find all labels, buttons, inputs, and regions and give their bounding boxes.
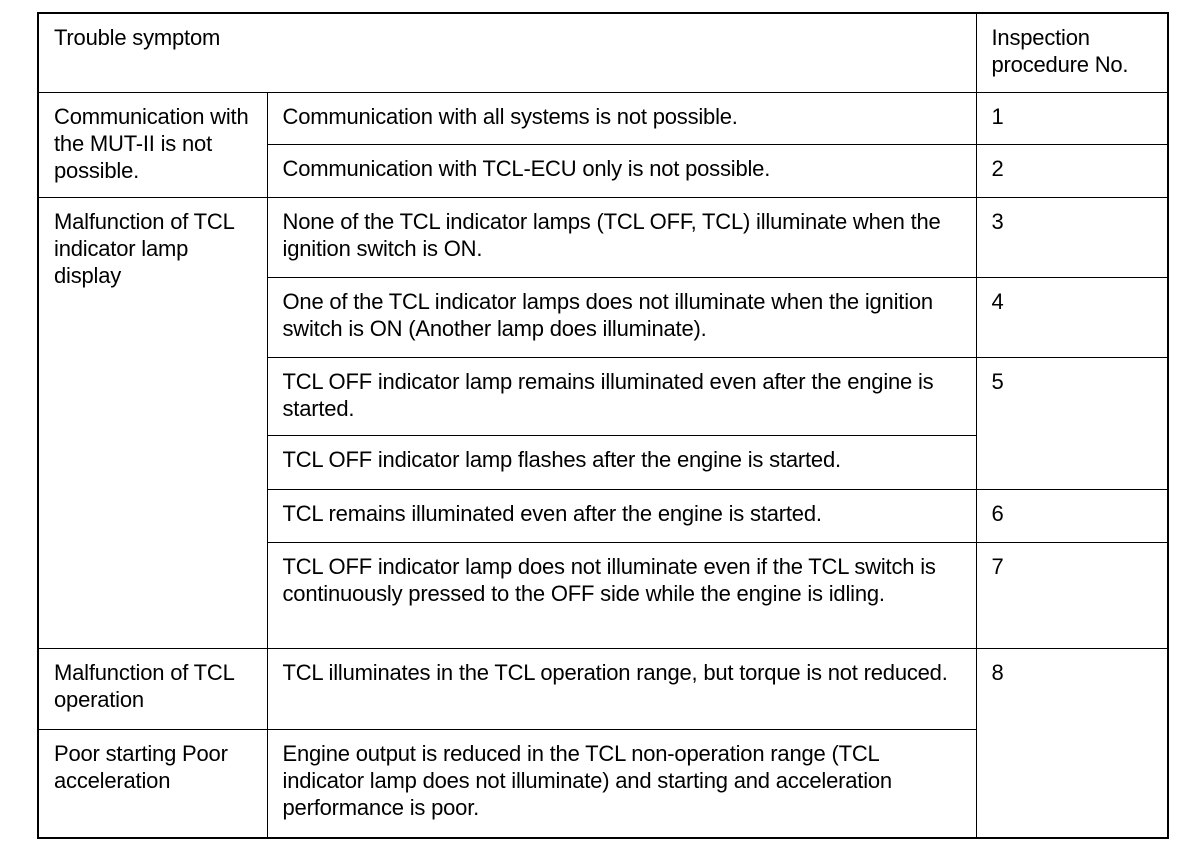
category-cell: Malfunction of TCL operation	[38, 648, 267, 729]
table-row	[38, 648, 1168, 729]
header-inspection-no: Inspection procedure No.	[976, 13, 1168, 92]
category-cell: Malfunction of TCL indicator lamp display	[38, 197, 267, 648]
symptom-cell: TCL remains illuminated even after the engine is started.	[267, 489, 976, 542]
procedure-cell: 1	[976, 92, 1168, 144]
category-cell: Poor starting Poor acceleration	[38, 729, 267, 838]
symptom-cell: Communication with all systems is not possible.	[267, 92, 976, 144]
header-trouble-symptom: Trouble symptom	[38, 13, 976, 92]
procedure-cell: 8	[976, 648, 1168, 838]
procedure-cell: 3	[976, 197, 1168, 277]
table-row	[38, 197, 1168, 277]
category-cell: Communication with the MUT-II is not possible.	[38, 92, 267, 197]
symptom-cell: TCL OFF indicator lamp flashes after the engine is started.	[267, 435, 976, 489]
procedure-cell: 2	[976, 144, 1168, 197]
procedure-cell: 4	[976, 277, 1168, 357]
procedure-cell: 7	[976, 542, 1168, 648]
symptom-cell: Communication with TCL-ECU only is not possible.	[267, 144, 976, 197]
symptom-cell: One of the TCL indicator lamps does not illuminate when the ignition switch is ON (Another lamp does illuminate).	[267, 277, 976, 357]
header-row	[38, 13, 1168, 92]
symptom-cell: None of the TCL indicator lamps (TCL OFF, TCL) illuminate when the ignition switch is ON.	[267, 197, 976, 277]
symptom-cell: Engine output is reduced in the TCL non-operation range (TCL indicator lamp does not illuminate) and starting and acceleration performance is poor.	[267, 729, 976, 838]
procedure-cell: 5	[976, 357, 1168, 489]
symptom-cell: TCL illuminates in the TCL operation range, but torque is not reduced.	[267, 648, 976, 729]
table-row	[38, 92, 1168, 144]
trouble-symptom-table	[37, 12, 1169, 839]
procedure-cell: 6	[976, 489, 1168, 542]
symptom-cell: TCL OFF indicator lamp does not illuminate even if the TCL switch is continuously pressed to the OFF side while the engine is idling.	[267, 542, 976, 648]
symptom-cell: TCL OFF indicator lamp remains illuminated even after the engine is started.	[267, 357, 976, 435]
